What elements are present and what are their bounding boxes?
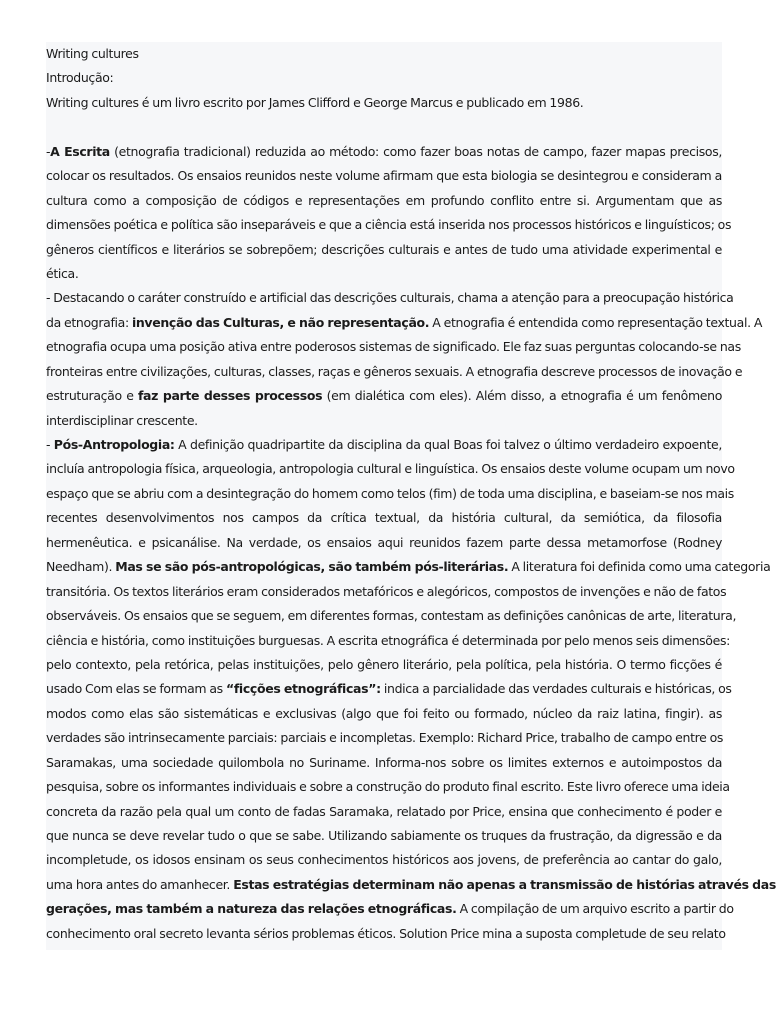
text-line [46, 800, 722, 824]
text-line [46, 751, 722, 775]
text-run: usado Com elas se formam as [46, 681, 226, 697]
text-run: A etnografia é entendida como representação textual. A [429, 314, 763, 330]
text-line [46, 922, 726, 946]
text-line [46, 164, 722, 188]
text-line [46, 140, 722, 164]
text-line [46, 848, 722, 872]
text-line [46, 702, 722, 726]
text-line [46, 457, 735, 481]
text-line [46, 409, 722, 433]
text-run: pelo contexto, pela retórica, pelas instituições, pelo gênero literário, pela política, pela história. O termo ficções é [46, 656, 722, 672]
text-line [46, 42, 722, 66]
text-run: A literatura foi definida como uma categoria [508, 559, 771, 575]
text-run: da etnografia: [46, 314, 132, 330]
text-line [46, 555, 771, 579]
text-line [46, 66, 722, 90]
text-run: Writing cultures [46, 46, 139, 61]
text-run: cultura como a composição de códigos e representações em profundo conflito entre si. Argumentam que as [46, 192, 722, 208]
text-run: A definição quadripartite da disciplina da qual Boas foi talvez o último verdadeiro expoente, [174, 437, 722, 452]
text-run: pesquisa, sobre os informantes individuais e sobre a construção do produto final escrito. Este livro oferece uma ideia [46, 779, 730, 795]
bold-text-run: invenção das Culturas, e não representação. [131, 314, 430, 330]
text-run: fronteiras entre civilizações, culturas, classes, raças e gêneros sexuais. A etnografia descreve processos de inovação e [46, 363, 743, 379]
text-line [46, 482, 734, 506]
text-run: conhecimento oral secreto levanta sérios problemas éticos. Solution Price mina a suposta completude de seu relato [46, 925, 726, 941]
text-run: - [46, 143, 51, 159]
text-line [46, 653, 722, 677]
text-line [46, 506, 722, 530]
text-run: Saramakas, uma sociedade quilombola no Suriname. Informa-nos sobre os limites externos e autoimpostos da [46, 754, 722, 770]
text-line [46, 335, 741, 359]
text-run: - Destacando o caráter construído e artificial das descrições culturais, chama a atenção para a preocupação histórica [46, 290, 734, 306]
text-run: gêneros científicos e literários se sobrepõem; descrições culturais e antes de tudo uma atividade experimental e [46, 241, 722, 257]
text-line [46, 873, 776, 897]
bold-text-run: Pós-Antropologia: [53, 437, 175, 452]
text-run: ciência e história, como instituições burguesas. A escrita etnográfica é determinada por pelo menos seis dimensões: [46, 632, 730, 648]
text-line [46, 262, 722, 286]
text-run: incluía antropologia física, arqueologia, antropologia cultural e linguística. Os ensaios deste volume ocupam um novo [46, 461, 735, 477]
text-run: modos como elas são sistemáticas e exclusivas (algo que foi feito ou formado, núcleo da raiz latina, fingir). as [46, 705, 722, 721]
text-run: transitória. Os textos literários eram considerados metafóricos e alegóricos, compostos de invenções e não de fatos [46, 583, 727, 599]
text-run: uma hora antes do amanhecer. [46, 876, 234, 892]
text-line [46, 531, 722, 555]
text-run: espaço que se abriu com a desintegração do homem como telos (fim) de toda uma disciplina, e baseiam-se nos mais [46, 485, 734, 501]
text-run: ética. [46, 265, 79, 281]
bold-text-run: Mas se são pós-antropológicas, são também pós-literárias. [115, 559, 509, 575]
blank-line [46, 115, 722, 139]
text-run: concreta da razão pela qual um conto de fadas Saramaka, relatado por Price, ensina que conhecimento é poder e [46, 803, 722, 819]
text-line [46, 311, 763, 335]
text-run: verdades são intrinsecamente parciais: parciais e incompletas. Exemplo: Richard Price, trabalho de campo entre os [46, 730, 724, 746]
text-run: recentes desenvolvimentos nos campos da crítica textual, da história cultural, da semiótica, da filosofia [46, 510, 722, 526]
text-run: (em dialética com eles). Além disso, a etnografia é um fenômeno [322, 388, 723, 404]
text-run: etnografia ocupa uma posição ativa entre poderosos sistemas de significado. Ele faz suas perguntas colocando-se nas [46, 339, 741, 355]
text-line [46, 897, 734, 921]
text-run: dimensões poética e política são inseparáveis e que a ciência está inserida nos processos históricos e linguísticos; os [46, 217, 732, 233]
text-line [46, 91, 722, 115]
bold-text-run: “ficções etnográficas”: [225, 681, 381, 697]
bold-text-run: faz parte desses processos [137, 388, 323, 404]
text-run: Introdução: [46, 70, 114, 86]
text-line [46, 604, 737, 628]
text-line [46, 360, 743, 384]
text-run: indica a parcialidade das verdades culturais e históricas, os [380, 681, 732, 697]
text-line [46, 580, 727, 604]
text-run: colocar os resultados. Os ensaios reunidos neste volume afirmam que esta biologia se desintegrou e consideram a [46, 168, 722, 184]
text-run: A compilação de um arquivo escrito a partir do [456, 901, 734, 917]
text-line [46, 775, 730, 799]
document-page [46, 42, 776, 950]
text-line [46, 189, 722, 213]
text-line [46, 384, 722, 408]
text-line [46, 726, 722, 750]
text-run: (etnografia tradicional) reduzida ao método: como fazer boas notas de campo, fazer mapas precisos, [109, 143, 722, 159]
text-run: Writing cultures é um livro escrito por James Clifford e George Marcus e publicado em 1986. [46, 94, 584, 110]
bold-text-run: A Escrita [50, 143, 110, 159]
bold-text-run: gerações, mas também a natureza das relações etnográficas. [46, 901, 457, 917]
text-line [46, 629, 730, 653]
text-line [46, 433, 722, 457]
text-run: Needham). [46, 559, 116, 575]
text-run: observáveis. Os ensaios que se seguem, em diferentes formas, contestam as definições canônicas de arte, literatura, [46, 608, 737, 624]
text-run: que nunca se deve revelar tudo o que se sabe. Utilizando sabiamente os truques da frustração, da digressão e da [46, 828, 722, 843]
text-line [46, 238, 722, 262]
text-line [46, 213, 732, 237]
document-body [46, 42, 776, 946]
text-run: - [46, 437, 54, 452]
bold-text-run: Estas estratégias determinam não apenas a transmissão de histórias através das [233, 876, 776, 892]
text-line [46, 286, 734, 310]
text-run: incompletude, os idosos ensinam os seus conhecimentos históricos aos jovens, de preferência ao cantar do galo, [46, 852, 722, 868]
text-run: interdisciplinar crescente. [46, 412, 198, 428]
text-run: hermenêutica. e psicanálise. Na verdade, os ensaios aqui reunidos fazem parte dessa metamorfose (Rodney [46, 534, 722, 550]
text-line [46, 677, 732, 701]
text-run: estruturação e [46, 388, 138, 404]
text-line [46, 824, 722, 848]
